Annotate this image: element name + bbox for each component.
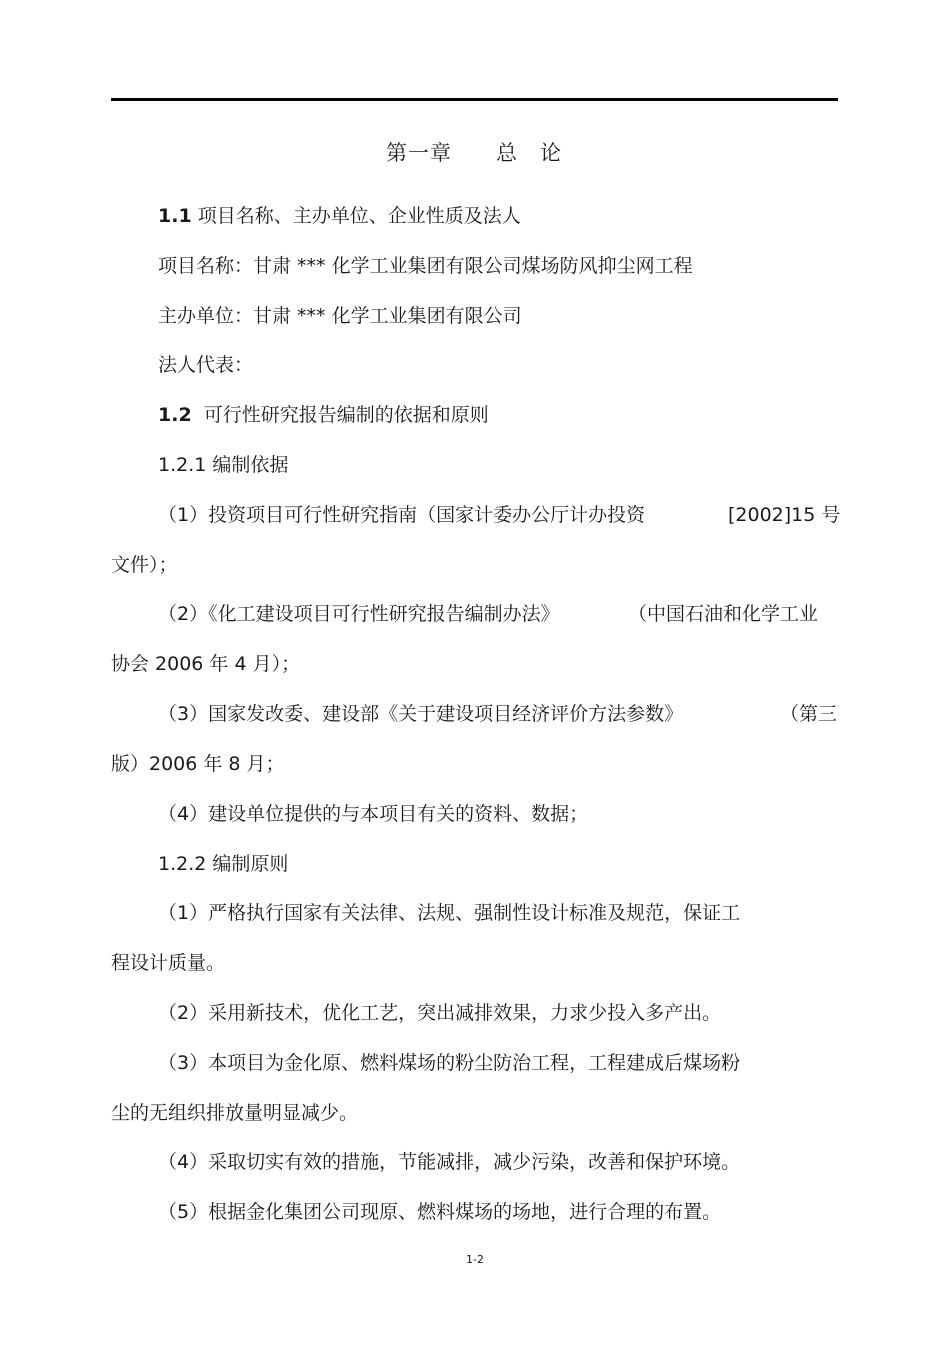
principle-item-3: （3）本项目为金化原、燃料煤场的粉尘防治工程，工程建成后煤场粉	[158, 1052, 741, 1074]
principle-item-1: （1）严格执行国家有关法律、法规、强制性设计标准及规范，保证工	[158, 902, 741, 924]
basis-item-2: （2）《化工建设项目可行性研究报告编制办法》	[158, 603, 560, 625]
basis-item-2-cont: 协会 2006 年 4 月）；	[111, 653, 301, 675]
project-name-line: 项目名称：甘肃 *** 化学工业集团有限公司煤场防风抑尘网工程	[158, 255, 693, 277]
section-title: 可行性研究报告编制的依据和原则	[191, 404, 489, 426]
principle-item-1-cont: 程设计质量。	[111, 952, 226, 974]
basis-item-4: （4）建设单位提供的与本项目有关的资料、数据；	[158, 803, 589, 825]
principle-item-4: （4）采取切实有效的措施，节能减排，减少污染，改善和保护环境。	[158, 1151, 741, 1173]
basis-item-1: （1）投资项目可行性研究指南（国家计委办公厅计办投资	[158, 504, 646, 526]
section-1-1-heading	[158, 203, 521, 229]
principle-item-3-cont: 尘的无组织排放量明显减少。	[111, 1102, 359, 1124]
principle-item-2: （2）采用新技术，优化工艺，突出减排效果，力求少投入多产出。	[158, 1002, 722, 1024]
basis-item-3-src: （第三	[780, 703, 838, 725]
section-title: 项目名称、主办单位、企业性质及法人	[191, 205, 521, 227]
sponsor-line: 主办单位：甘肃 *** 化学工业集团有限公司	[158, 305, 522, 327]
chapter-title: 第一章 总 论	[386, 141, 562, 165]
header-rule	[111, 98, 838, 101]
basis-item-1-cont: 文件）；	[111, 554, 178, 576]
basis-item-3: （3）国家发改委、建设部《关于建设项目经济评价方法参数》	[158, 703, 684, 725]
section-number: 1.2	[158, 404, 192, 426]
legal-rep-line: 法人代表：	[158, 354, 254, 376]
section-1-2-heading	[158, 402, 489, 428]
basis-heading: 1.2.1 编制依据	[158, 454, 289, 476]
principle-heading: 1.2.2 编制原则	[158, 853, 289, 875]
basis-item-3-cont: 版）2006 年 8 月；	[111, 753, 285, 775]
principle-item-5: （5）根据金化集团公司现原、燃料煤场的场地，进行合理的布置。	[158, 1201, 722, 1223]
page-number: 1-2	[466, 1253, 484, 1266]
basis-item-1-ref: [2002]15 号	[728, 504, 841, 526]
section-number: 1.1	[158, 205, 192, 227]
basis-item-2-src: （中国石油和化学工业	[628, 603, 819, 625]
